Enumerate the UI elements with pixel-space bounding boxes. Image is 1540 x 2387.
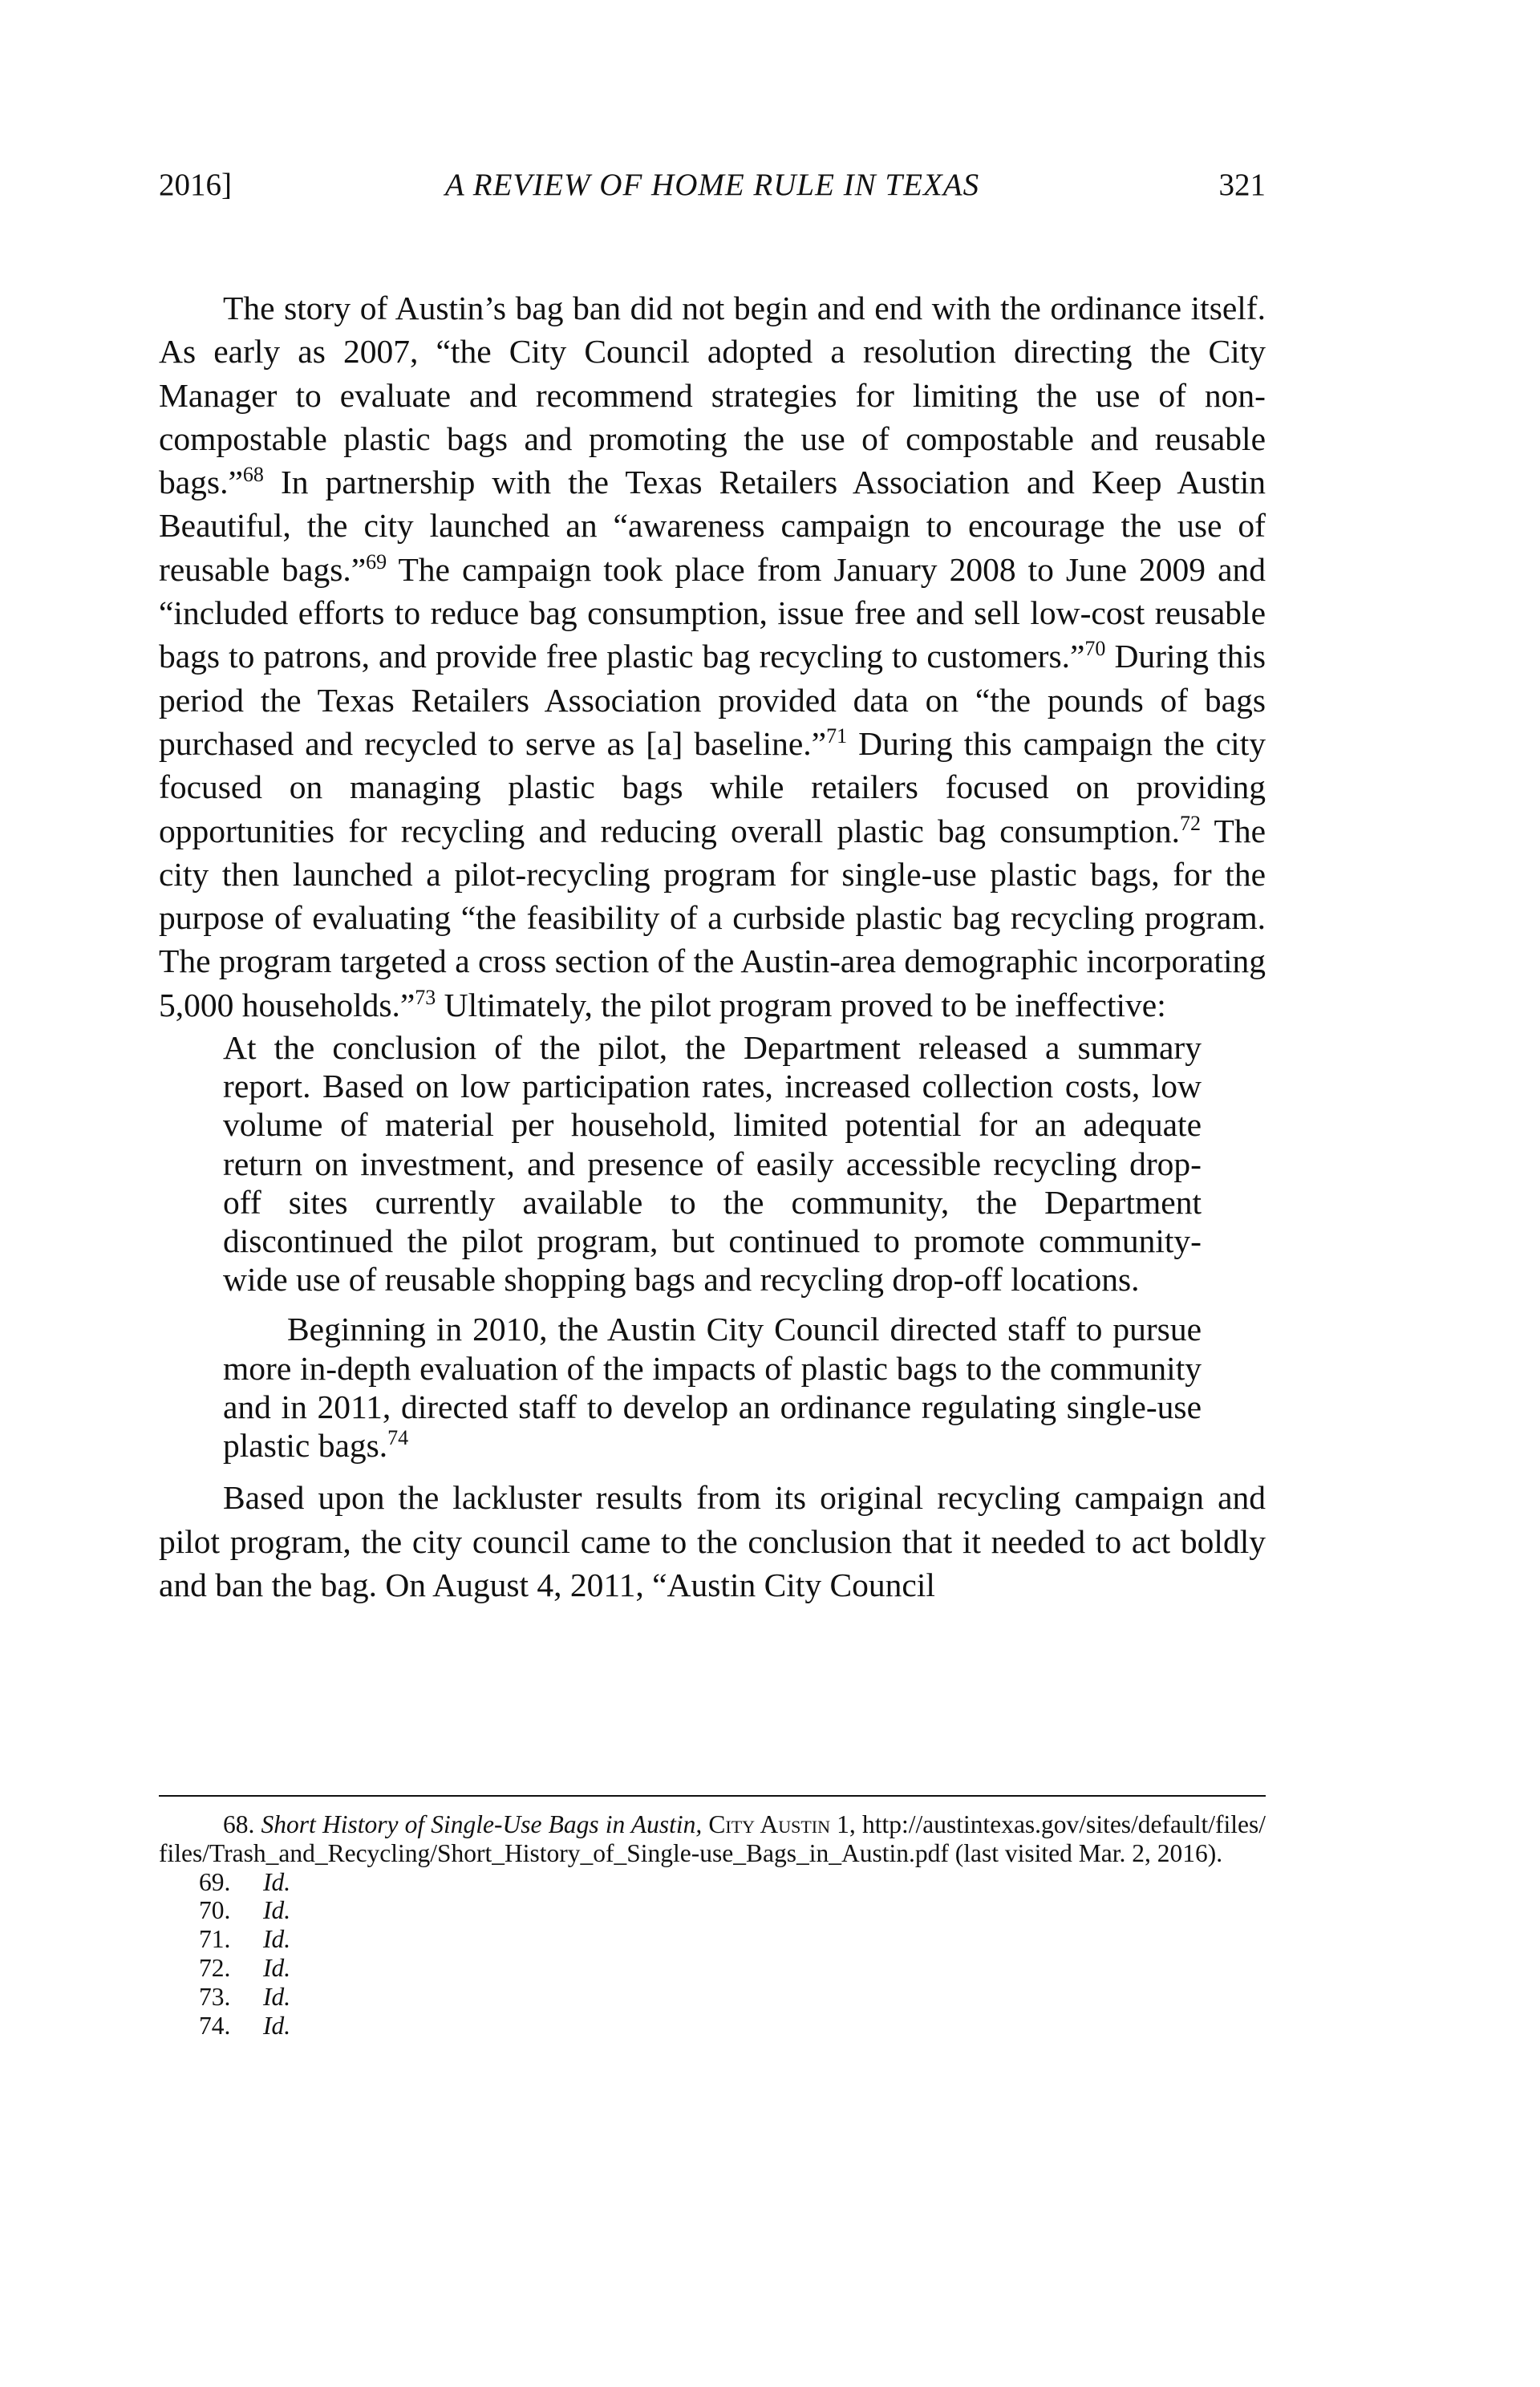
footnote-73	[159, 1983, 1266, 2012]
header-title: A REVIEW OF HOME RULE IN TEXAS	[444, 168, 980, 202]
footnote-text: Id.	[263, 1982, 291, 2011]
footnote-text: Id.	[263, 1925, 291, 1954]
sentence: During this campaign the city focused on managing plastic bags while retailers focused on providing opportunities for recycling and reducing overall plastic bag consumption.	[159, 724, 1266, 849]
footnote-69	[159, 1868, 1266, 1897]
quote-text: Beginning in 2010, the Austin City Council directed staff to pursue more in-depth evaluation of the impacts of plastic bags to the community and in 2011, directed staff to develop an ordinance regulating single-use plastic bags.	[223, 1311, 1202, 1465]
footnote-68	[159, 1810, 1266, 1868]
footnote-ref: 69	[366, 549, 387, 573]
footnote-text: Id.	[263, 2011, 291, 2040]
sentence: The city then launched a pilot-recycling program for single-use plastic bags, for the purpose of evaluating “the feasibility of a curbside plastic bag recycling program. The program targeted a cross section of the Austin-area demographic incorporating 5,000 households.”	[159, 812, 1266, 1023]
footnote-number: 73.	[199, 1982, 231, 2011]
footnotes	[159, 1810, 1266, 2040]
footnote-72	[159, 1954, 1266, 1983]
footnote-ref: 70	[1084, 637, 1106, 661]
sentence: The campaign took place from January 2008 to June 2009 and “included efforts to reduce bag consumption, issue free and sell low-cost reusable bags to patrons, and provide free plastic bag recycling to customers.”	[159, 550, 1266, 675]
running-header	[159, 167, 1266, 215]
footnote-number: 68.	[223, 1810, 255, 1838]
footnote-ref: 72	[1179, 811, 1201, 835]
page-number: 321	[1218, 168, 1266, 202]
block-quote	[159, 1310, 1266, 1465]
footnote-url[interactable]: http://austintexas.gov/sites/default/files/files/Trash_and_Recycling/Short_History_of_Single-use_Bags_in_Austin.pdf	[159, 1810, 1266, 1867]
sentence: The story of Austin’s bag ban did not begin and end with the ordinance itself. As early as 2007, “the City Council adopted a resolution directing the City Manager to evaluate and recommend strategies for limiting the use of non-compostable plastic bags and promoting the use of compostable and reusable bags.”	[159, 290, 1266, 501]
body-paragraph	[159, 286, 1266, 1027]
footnote-source: City Austin	[708, 1810, 831, 1838]
header-year: 2016]	[159, 168, 232, 202]
footnote-text: Id.	[263, 1896, 291, 1925]
footnote-ref: 74	[387, 1426, 409, 1450]
footnote-visited: (last visited Mar. 2, 2016).	[954, 1838, 1223, 1867]
footnote-number: 69.	[199, 1867, 231, 1896]
footnote-divider	[159, 1795, 1266, 1797]
footnote-ref: 71	[826, 723, 848, 748]
footnote-text: Id.	[263, 1867, 291, 1896]
main-text	[159, 286, 1266, 1607]
sentence: Ultimately, the pilot program proved to be ineffective:	[436, 986, 1166, 1023]
block-quote: At the conclusion of the pilot, the Department released a summary report. Based on low participation rates, increased collection costs, low volume of material per household, limited potential for an adequate return on investment, and presence of easily accessible recycling drop-off sites currently available to the community, the Department discontinued the pilot program, but continued to promote community-wide use of reusable shopping bags and recycling drop-off locations.	[223, 1029, 1202, 1299]
footnote-page: 1,	[837, 1810, 856, 1838]
footnote-title: Short History of Single-Use Bags in Austin,	[261, 1810, 703, 1838]
footnote-ref: 68	[242, 463, 264, 487]
footnote-number: 70.	[199, 1896, 231, 1925]
body-paragraph: Based upon the lackluster results from its original recycling campaign and pilot program, the city council came to the conclusion that it needed to act boldly and ban the bag. On August 4, 2011, “Austin City Council	[159, 1479, 1266, 1603]
sentence: During this period the Texas Retailers Association provided data on “the pounds of bags purchased and recycled to serve as [a] baseline.”	[159, 638, 1266, 762]
footnote-70	[159, 1896, 1266, 1925]
footnote-number: 71.	[199, 1925, 231, 1954]
footnote-74	[159, 2012, 1266, 2040]
footnote-number: 74.	[199, 2011, 231, 2040]
footnote-number: 72.	[199, 1953, 231, 1982]
sentence: In partnership with the Texas Retailers Association and Keep Austin Beautiful, the city launched an “awareness campaign to encourage the use of reusable bags.”	[159, 464, 1266, 588]
footnote-ref: 73	[415, 985, 436, 1009]
footnote-text: Id.	[263, 1953, 291, 1982]
footnote-71	[159, 1925, 1266, 1954]
